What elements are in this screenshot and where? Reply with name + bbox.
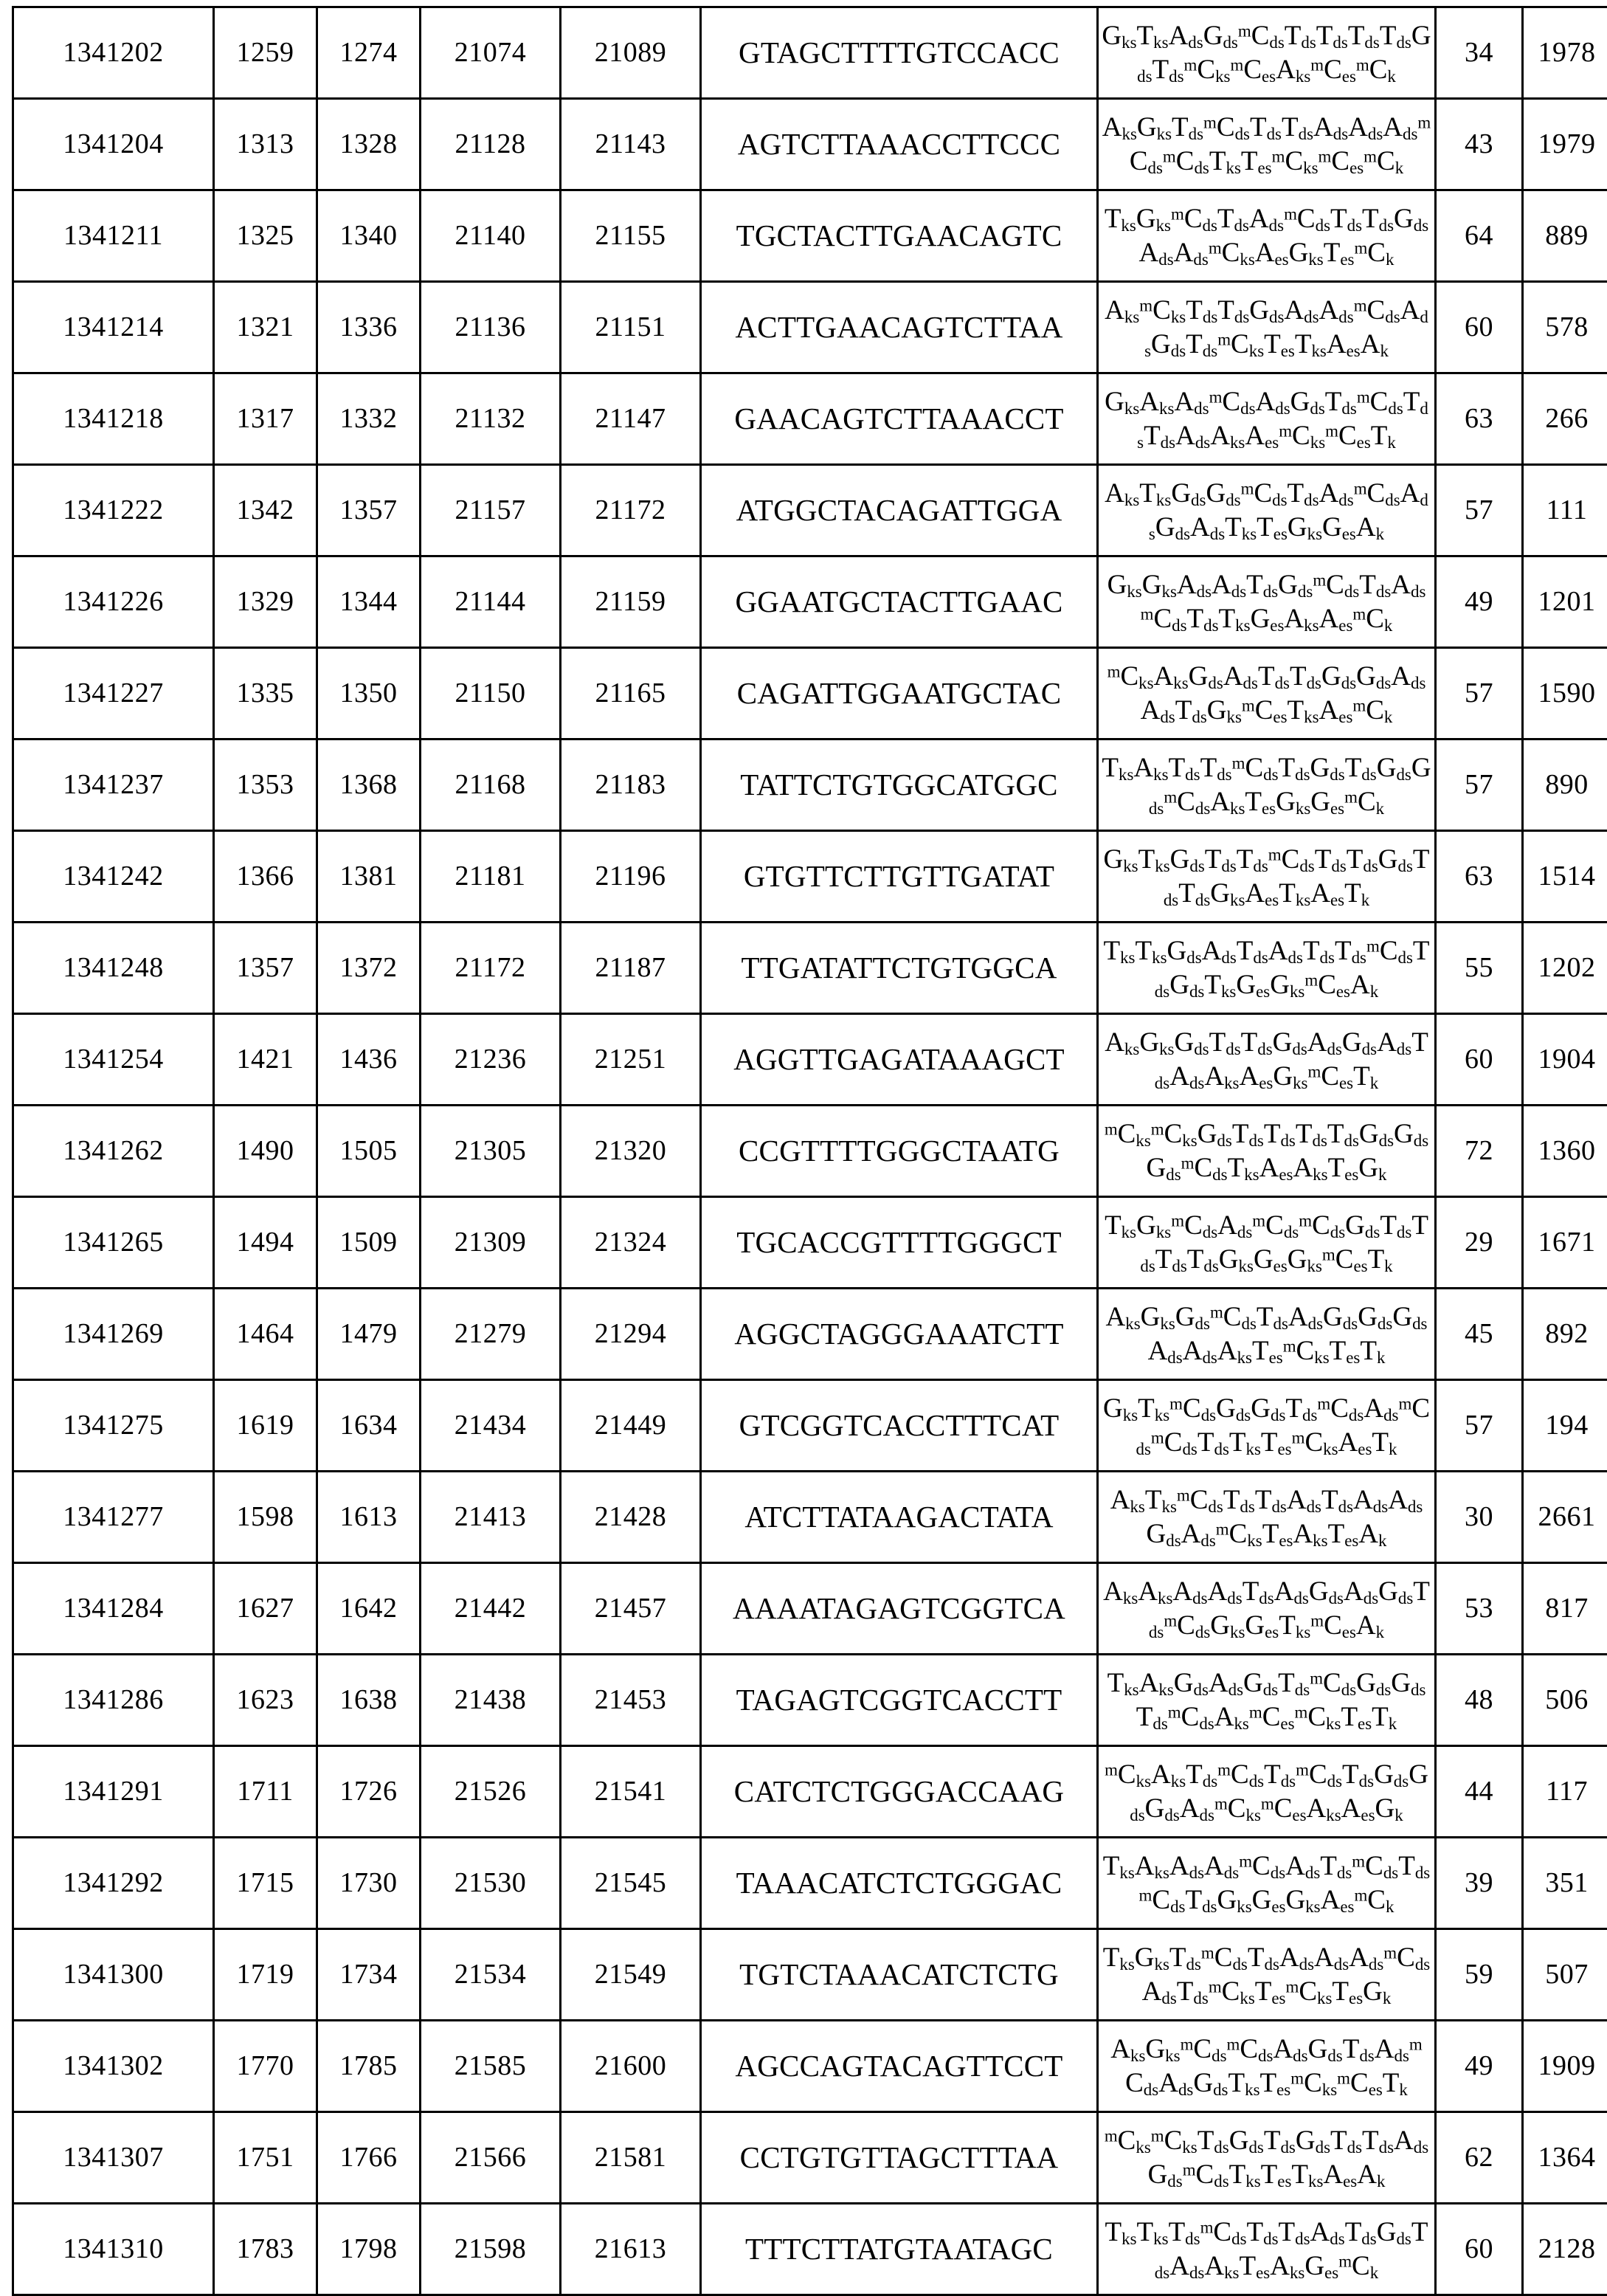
modified-oligo-chemistry: $T_{ks}A_{ks}G_{ds}A_{ds}G_{ds}T_{ds}^mC_{ds}G_{ds}G_{ds}T_{ds}^mC_{ds}A_{ks}^mC_{es}^mC_{ks}T_{es}T_k$ xyxy=(1098,1655,1436,1746)
table-row xyxy=(13,1929,1607,2021)
genomic-end-position: 21172 xyxy=(561,465,701,556)
genomic-start-position: 21157 xyxy=(421,465,561,556)
genomic-start-position: 21434 xyxy=(421,1380,561,1472)
target-sequence: AGCCAGTACAGTTCCT xyxy=(701,2021,1098,2112)
modified-oligo-chemistry: $G_{ks}A_{ks}A_{ds}^mC_{ds}A_{ds}G_{ds}T_{ds}^mC_{ds}T_{ds}T_{ds}A_{ds}A_{ks}A_{es}^mC_{ks}^mC_{es}T_k$ xyxy=(1098,373,1436,465)
start-position: 1366 xyxy=(214,831,317,923)
seq-id-number: 1360 xyxy=(1523,1106,1607,1197)
target-sequence: CAGATTGGAATGCTAC xyxy=(701,648,1098,740)
table-body xyxy=(13,7,1607,2295)
seq-id-number: 1364 xyxy=(1523,2112,1607,2204)
percent-value: 34 xyxy=(1436,7,1523,99)
percent-value: 53 xyxy=(1436,1563,1523,1655)
table-row xyxy=(13,740,1607,831)
genomic-end-position: 21541 xyxy=(561,1746,701,1838)
start-position: 1353 xyxy=(214,740,317,831)
genomic-end-position: 21549 xyxy=(561,1929,701,2021)
end-position: 1340 xyxy=(317,190,421,282)
genomic-end-position: 21545 xyxy=(561,1838,701,1929)
table-row xyxy=(13,7,1607,99)
table-row xyxy=(13,831,1607,923)
compound-id: 1341291 xyxy=(13,1746,214,1838)
table-row xyxy=(13,1106,1607,1197)
genomic-start-position: 21150 xyxy=(421,648,561,740)
genomic-start-position: 21438 xyxy=(421,1655,561,1746)
genomic-start-position: 21309 xyxy=(421,1197,561,1289)
start-position: 1325 xyxy=(214,190,317,282)
percent-value: 48 xyxy=(1436,1655,1523,1746)
modified-oligo-chemistry: $T_{ks}A_{ks}T_{ds}T_{ds}^mC_{ds}T_{ds}G_{ds}T_{ds}G_{ds}G_{ds}^mC_{ds}A_{ks}T_{es}G_{ks}G_{es}^mC_k$ xyxy=(1098,740,1436,831)
end-position: 1368 xyxy=(317,740,421,831)
target-sequence: AGGTTGAGATAAAGCT xyxy=(701,1014,1098,1106)
genomic-start-position: 21172 xyxy=(421,923,561,1014)
modified-oligo-chemistry: $^mC_{ks}^mC_{ks}T_{ds}G_{ds}T_{ds}G_{ds}T_{ds}T_{ds}A_{ds}G_{ds}^mC_{ds}T_{ks}T_{es}T_{ks}A_{es}A_k$ xyxy=(1098,2112,1436,2204)
genomic-end-position: 21457 xyxy=(561,1563,701,1655)
table-row xyxy=(13,2021,1607,2112)
genomic-end-position: 21143 xyxy=(561,99,701,190)
seq-id-number: 351 xyxy=(1523,1838,1607,1929)
compound-id: 1341222 xyxy=(13,465,214,556)
genomic-end-position: 21600 xyxy=(561,2021,701,2112)
compound-id: 1341300 xyxy=(13,1929,214,2021)
compound-id: 1341310 xyxy=(13,2204,214,2295)
genomic-end-position: 21147 xyxy=(561,373,701,465)
end-position: 1328 xyxy=(317,99,421,190)
table-row xyxy=(13,465,1607,556)
table-row xyxy=(13,1197,1607,1289)
genomic-end-position: 21183 xyxy=(561,740,701,831)
genomic-start-position: 21074 xyxy=(421,7,561,99)
compound-id: 1341275 xyxy=(13,1380,214,1472)
seq-id-number: 578 xyxy=(1523,282,1607,373)
genomic-end-position: 21449 xyxy=(561,1380,701,1472)
genomic-start-position: 21279 xyxy=(421,1289,561,1380)
end-position: 1436 xyxy=(317,1014,421,1106)
percent-value: 39 xyxy=(1436,1838,1523,1929)
table-row xyxy=(13,2112,1607,2204)
compound-id: 1341214 xyxy=(13,282,214,373)
seq-id-number: 1671 xyxy=(1523,1197,1607,1289)
start-position: 1619 xyxy=(214,1380,317,1472)
seq-id-number: 1979 xyxy=(1523,99,1607,190)
end-position: 1479 xyxy=(317,1289,421,1380)
compound-id: 1341286 xyxy=(13,1655,214,1746)
compound-id: 1341254 xyxy=(13,1014,214,1106)
start-position: 1464 xyxy=(214,1289,317,1380)
target-sequence: GTGTTCTTGTTGATAT xyxy=(701,831,1098,923)
modified-oligo-chemistry: $A_{ks}G_{ks}^mC_{ds}^mC_{ds}A_{ds}G_{ds}T_{ds}A_{ds}^mC_{ds}A_{ds}G_{ds}T_{ks}T_{es}^mC_{ks}^mC_{es}T_k$ xyxy=(1098,2021,1436,2112)
genomic-end-position: 21196 xyxy=(561,831,701,923)
genomic-end-position: 21613 xyxy=(561,2204,701,2295)
target-sequence: AAAATAGAGTCGGTCA xyxy=(701,1563,1098,1655)
genomic-start-position: 21585 xyxy=(421,2021,561,2112)
table-row xyxy=(13,1014,1607,1106)
end-position: 1634 xyxy=(317,1380,421,1472)
genomic-end-position: 21151 xyxy=(561,282,701,373)
modified-oligo-chemistry: $A_{ks}G_{ks}G_{ds}T_{ds}T_{ds}G_{ds}A_{ds}G_{ds}A_{ds}T_{ds}A_{ds}A_{ks}A_{es}G_{ks}^mC_{es}T_k$ xyxy=(1098,1014,1436,1106)
target-sequence: TTGATATTCTGTGGCA xyxy=(701,923,1098,1014)
start-position: 1259 xyxy=(214,7,317,99)
target-sequence: AGTCTTAAACCTTCCC xyxy=(701,99,1098,190)
target-sequence: CATCTCTGGGACCAAG xyxy=(701,1746,1098,1838)
compound-id: 1341248 xyxy=(13,923,214,1014)
seq-id-number: 111 xyxy=(1523,465,1607,556)
table-row xyxy=(13,556,1607,648)
end-position: 1509 xyxy=(317,1197,421,1289)
start-position: 1494 xyxy=(214,1197,317,1289)
seq-id-number: 1514 xyxy=(1523,831,1607,923)
genomic-start-position: 21442 xyxy=(421,1563,561,1655)
compound-id: 1341202 xyxy=(13,7,214,99)
end-position: 1730 xyxy=(317,1838,421,1929)
percent-value: 60 xyxy=(1436,1014,1523,1106)
genomic-start-position: 21598 xyxy=(421,2204,561,2295)
seq-id-number: 2128 xyxy=(1523,2204,1607,2295)
start-position: 1421 xyxy=(214,1014,317,1106)
modified-oligo-chemistry: $^mC_{ks}A_{ks}T_{ds}^mC_{ds}T_{ds}^mC_{ds}T_{ds}G_{ds}G_{ds}G_{ds}A_{ds}^mC_{ks}^mC_{es}A_{ks}A_{es}G_k$ xyxy=(1098,1746,1436,1838)
modified-oligo-chemistry: $G_{ks}G_{ks}A_{ds}A_{ds}T_{ds}G_{ds}^mC_{ds}T_{ds}A_{ds}^mC_{ds}T_{ds}T_{ks}G_{es}A_{ks}A_{es}^mC_k$ xyxy=(1098,556,1436,648)
percent-value: 44 xyxy=(1436,1746,1523,1838)
start-position: 1490 xyxy=(214,1106,317,1197)
start-position: 1342 xyxy=(214,465,317,556)
modified-oligo-chemistry: $^mC_{ks}^mC_{ks}G_{ds}T_{ds}T_{ds}T_{ds}T_{ds}G_{ds}G_{ds}G_{ds}^mC_{ds}T_{ks}A_{es}A_{ks}T_{es}G_k$ xyxy=(1098,1106,1436,1197)
seq-id-number: 889 xyxy=(1523,190,1607,282)
genomic-start-position: 21526 xyxy=(421,1746,561,1838)
modified-oligo-chemistry: $T_{ks}G_{ks}^mC_{ds}A_{ds}^mC_{ds}^mC_{ds}G_{ds}T_{ds}T_{ds}T_{ds}T_{ds}G_{ks}G_{es}G_{ks}^mC_{es}T_k$ xyxy=(1098,1197,1436,1289)
genomic-end-position: 21187 xyxy=(561,923,701,1014)
end-position: 1798 xyxy=(317,2204,421,2295)
percent-value: 60 xyxy=(1436,282,1523,373)
compound-id: 1341227 xyxy=(13,648,214,740)
genomic-end-position: 21428 xyxy=(561,1472,701,1563)
genomic-end-position: 21155 xyxy=(561,190,701,282)
genomic-start-position: 21236 xyxy=(421,1014,561,1106)
compound-id: 1341302 xyxy=(13,2021,214,2112)
seq-id-number: 194 xyxy=(1523,1380,1607,1472)
genomic-start-position: 21132 xyxy=(421,373,561,465)
table-row xyxy=(13,99,1607,190)
modified-oligo-chemistry: $A_{ks}A_{ks}A_{ds}A_{ds}T_{ds}A_{ds}G_{ds}A_{ds}G_{ds}T_{ds}^mC_{ds}G_{ks}G_{es}T_{ks}^mC_{es}A_k$ xyxy=(1098,1563,1436,1655)
percent-value: 57 xyxy=(1436,1380,1523,1472)
end-position: 1642 xyxy=(317,1563,421,1655)
target-sequence: GGAATGCTACTTGAAC xyxy=(701,556,1098,648)
genomic-end-position: 21453 xyxy=(561,1655,701,1746)
start-position: 1313 xyxy=(214,99,317,190)
start-position: 1627 xyxy=(214,1563,317,1655)
modified-oligo-chemistry: $T_{ks}G_{ks}^mC_{ds}T_{ds}A_{ds}^mC_{ds}T_{ds}T_{ds}G_{ds}A_{ds}A_{ds}^mC_{ks}A_{es}G_{ks}T_{es}^mC_k$ xyxy=(1098,190,1436,282)
compound-id: 1341269 xyxy=(13,1289,214,1380)
seq-id-number: 2661 xyxy=(1523,1472,1607,1563)
end-position: 1357 xyxy=(317,465,421,556)
genomic-start-position: 21530 xyxy=(421,1838,561,1929)
genomic-end-position: 21089 xyxy=(561,7,701,99)
end-position: 1613 xyxy=(317,1472,421,1563)
modified-oligo-chemistry: $G_{ks}T_{ks}A_{ds}G_{ds}^mC_{ds}T_{ds}T_{ds}T_{ds}T_{ds}G_{ds}T_{ds}^mC_{ks}^mC_{es}A_{ks}^mC_{es}^mC_k$ xyxy=(1098,7,1436,99)
target-sequence: AGGCTAGGGAAATCTT xyxy=(701,1289,1098,1380)
start-position: 1751 xyxy=(214,2112,317,2204)
genomic-end-position: 21320 xyxy=(561,1106,701,1197)
seq-id-number: 1202 xyxy=(1523,923,1607,1014)
compound-id: 1341262 xyxy=(13,1106,214,1197)
percent-value: 55 xyxy=(1436,923,1523,1014)
genomic-end-position: 21159 xyxy=(561,556,701,648)
seq-id-number: 1590 xyxy=(1523,648,1607,740)
target-sequence: CCGTTTTGGGCTAATG xyxy=(701,1106,1098,1197)
modified-oligo-chemistry: $T_{ks}G_{ks}T_{ds}^mC_{ds}T_{ds}A_{ds}A_{ds}A_{ds}^mC_{ds}A_{ds}T_{ds}^mC_{ks}T_{es}^mC_{ks}T_{es}G_k$ xyxy=(1098,1929,1436,2021)
target-sequence: GTCGGTCACCTTTCAT xyxy=(701,1380,1098,1472)
modified-oligo-chemistry: $T_{ks}A_{ks}A_{ds}A_{ds}^mC_{ds}A_{ds}T_{ds}^mC_{ds}T_{ds}^mC_{ds}T_{ds}G_{ks}G_{es}G_{ks}A_{es}^mC_k$ xyxy=(1098,1838,1436,1929)
end-position: 1344 xyxy=(317,556,421,648)
modified-oligo-chemistry: $^mC_{ks}A_{ks}G_{ds}A_{ds}T_{ds}T_{ds}G_{ds}G_{ds}A_{ds}A_{ds}T_{ds}G_{ks}^mC_{es}T_{ks}A_{es}^mC_k$ xyxy=(1098,648,1436,740)
seq-id-number: 117 xyxy=(1523,1746,1607,1838)
compound-id: 1341237 xyxy=(13,740,214,831)
modified-oligo-chemistry: $A_{ks}^mC_{ks}T_{ds}T_{ds}G_{ds}A_{ds}A_{ds}^mC_{ds}A_{ds}G_{ds}T_{ds}^mC_{ks}T_{es}T_{ks}A_{es}A_k$ xyxy=(1098,282,1436,373)
percent-value: 57 xyxy=(1436,465,1523,556)
genomic-start-position: 21413 xyxy=(421,1472,561,1563)
percent-value: 57 xyxy=(1436,648,1523,740)
genomic-start-position: 21140 xyxy=(421,190,561,282)
genomic-end-position: 21294 xyxy=(561,1289,701,1380)
table-row xyxy=(13,1472,1607,1563)
start-position: 1623 xyxy=(214,1655,317,1746)
seq-id-number: 507 xyxy=(1523,1929,1607,2021)
compound-id: 1341265 xyxy=(13,1197,214,1289)
compound-id: 1341226 xyxy=(13,556,214,648)
genomic-start-position: 21566 xyxy=(421,2112,561,2204)
compound-id: 1341284 xyxy=(13,1563,214,1655)
table-row xyxy=(13,648,1607,740)
percent-value: 72 xyxy=(1436,1106,1523,1197)
compound-id: 1341242 xyxy=(13,831,214,923)
table-row xyxy=(13,190,1607,282)
seq-id-number: 1909 xyxy=(1523,2021,1607,2112)
start-position: 1335 xyxy=(214,648,317,740)
genomic-end-position: 21165 xyxy=(561,648,701,740)
start-position: 1329 xyxy=(214,556,317,648)
percent-value: 30 xyxy=(1436,1472,1523,1563)
start-position: 1770 xyxy=(214,2021,317,2112)
percent-value: 49 xyxy=(1436,556,1523,648)
modified-oligo-chemistry: $T_{ks}T_{ks}T_{ds}^mC_{ds}T_{ds}T_{ds}A_{ds}T_{ds}G_{ds}T_{ds}A_{ds}A_{ks}T_{es}A_{ks}G_{es}^mC_k$ xyxy=(1098,2204,1436,2295)
genomic-start-position: 21136 xyxy=(421,282,561,373)
end-position: 1726 xyxy=(317,1746,421,1838)
target-sequence: ATGGCTACAGATTGGA xyxy=(701,465,1098,556)
end-position: 1766 xyxy=(317,2112,421,2204)
start-position: 1711 xyxy=(214,1746,317,1838)
compound-id: 1341218 xyxy=(13,373,214,465)
start-position: 1719 xyxy=(214,1929,317,2021)
genomic-start-position: 21168 xyxy=(421,740,561,831)
genomic-start-position: 21144 xyxy=(421,556,561,648)
table-row xyxy=(13,1746,1607,1838)
modified-oligo-chemistry: $A_{ks}G_{ks}G_{ds}^mC_{ds}T_{ds}A_{ds}G_{ds}G_{ds}G_{ds}A_{ds}A_{ds}A_{ks}T_{es}^mC_{ks}T_{es}T_k$ xyxy=(1098,1289,1436,1380)
start-position: 1598 xyxy=(214,1472,317,1563)
modified-oligo-chemistry: $G_{ks}T_{ks}G_{ds}T_{ds}T_{ds}^mC_{ds}T_{ds}T_{ds}G_{ds}T_{ds}T_{ds}G_{ks}A_{es}T_{ks}A_{es}T_k$ xyxy=(1098,831,1436,923)
target-sequence: TTTCTTATGTAATAGC xyxy=(701,2204,1098,2295)
end-position: 1638 xyxy=(317,1655,421,1746)
end-position: 1274 xyxy=(317,7,421,99)
start-position: 1317 xyxy=(214,373,317,465)
percent-value: 43 xyxy=(1436,99,1523,190)
percent-value: 62 xyxy=(1436,2112,1523,2204)
percent-value: 45 xyxy=(1436,1289,1523,1380)
seq-id-number: 890 xyxy=(1523,740,1607,831)
target-sequence: CCTGTGTTAGCTTTAA xyxy=(701,2112,1098,2204)
target-sequence: TGCTACTTGAACAGTC xyxy=(701,190,1098,282)
start-position: 1357 xyxy=(214,923,317,1014)
modified-oligo-chemistry: $A_{ks}G_{ks}T_{ds}^mC_{ds}T_{ds}T_{ds}A_{ds}A_{ds}A_{ds}^mC_{ds}^mC_{ds}T_{ks}T_{es}^mC_{ks}^mC_{es}^mC_k$ xyxy=(1098,99,1436,190)
percent-value: 29 xyxy=(1436,1197,1523,1289)
percent-value: 60 xyxy=(1436,2204,1523,2295)
modified-oligo-chemistry: $A_{ks}T_{ks}G_{ds}G_{ds}^mC_{ds}T_{ds}A_{ds}^mC_{ds}A_{ds}G_{ds}A_{ds}T_{ks}T_{es}G_{ks}G_{es}A_k$ xyxy=(1098,465,1436,556)
genomic-start-position: 21181 xyxy=(421,831,561,923)
oligonucleotide-table xyxy=(12,6,1607,2296)
target-sequence: ACTTGAACAGTCTTAA xyxy=(701,282,1098,373)
percent-value: 57 xyxy=(1436,740,1523,831)
genomic-end-position: 21251 xyxy=(561,1014,701,1106)
compound-id: 1341307 xyxy=(13,2112,214,2204)
seq-id-number: 817 xyxy=(1523,1563,1607,1655)
seq-id-number: 892 xyxy=(1523,1289,1607,1380)
modified-oligo-chemistry: $A_{ks}T_{ks}^mC_{ds}T_{ds}T_{ds}A_{ds}T_{ds}A_{ds}A_{ds}G_{ds}A_{ds}^mC_{ks}T_{es}A_{ks}T_{es}A_k$ xyxy=(1098,1472,1436,1563)
compound-id: 1341292 xyxy=(13,1838,214,1929)
target-sequence: TAGAGTCGGTCACCTT xyxy=(701,1655,1098,1746)
seq-id-number: 1904 xyxy=(1523,1014,1607,1106)
percent-value: 63 xyxy=(1436,373,1523,465)
table-row xyxy=(13,1380,1607,1472)
compound-id: 1341277 xyxy=(13,1472,214,1563)
end-position: 1734 xyxy=(317,1929,421,2021)
start-position: 1783 xyxy=(214,2204,317,2295)
seq-id-number: 1978 xyxy=(1523,7,1607,99)
compound-id: 1341211 xyxy=(13,190,214,282)
seq-id-number: 1201 xyxy=(1523,556,1607,648)
start-position: 1321 xyxy=(214,282,317,373)
genomic-start-position: 21305 xyxy=(421,1106,561,1197)
end-position: 1336 xyxy=(317,282,421,373)
table-row xyxy=(13,1838,1607,1929)
percent-value: 64 xyxy=(1436,190,1523,282)
end-position: 1372 xyxy=(317,923,421,1014)
table-row xyxy=(13,373,1607,465)
percent-value: 63 xyxy=(1436,831,1523,923)
compound-id: 1341204 xyxy=(13,99,214,190)
table-row xyxy=(13,1563,1607,1655)
seq-id-number: 506 xyxy=(1523,1655,1607,1746)
target-sequence: TGCACCGTTTTGGGCT xyxy=(701,1197,1098,1289)
table-row xyxy=(13,923,1607,1014)
end-position: 1332 xyxy=(317,373,421,465)
table-row xyxy=(13,1655,1607,1746)
table-row xyxy=(13,1289,1607,1380)
end-position: 1785 xyxy=(317,2021,421,2112)
target-sequence: TAAACATCTCTGGGAC xyxy=(701,1838,1098,1929)
genomic-end-position: 21581 xyxy=(561,2112,701,2204)
genomic-start-position: 21534 xyxy=(421,1929,561,2021)
target-sequence: GAACAGTCTTAAACCT xyxy=(701,373,1098,465)
end-position: 1381 xyxy=(317,831,421,923)
modified-oligo-chemistry: $G_{ks}T_{ks}^mC_{ds}G_{ds}G_{ds}T_{ds}^mC_{ds}A_{ds}^mC_{ds}^mC_{ds}T_{ds}T_{ks}T_{es}^mC_{ks}A_{es}T_k$ xyxy=(1098,1380,1436,1472)
modified-oligo-chemistry: $T_{ks}T_{ks}G_{ds}A_{ds}T_{ds}A_{ds}T_{ds}T_{ds}^mC_{ds}T_{ds}G_{ds}T_{ks}G_{es}G_{ks}^mC_{es}A_k$ xyxy=(1098,923,1436,1014)
target-sequence: TGTCTAAACATCTCTG xyxy=(701,1929,1098,2021)
table-row xyxy=(13,2204,1607,2295)
target-sequence: ATCTTATAAGACTATA xyxy=(701,1472,1098,1563)
target-sequence: GTAGCTTTTGTCCACC xyxy=(701,7,1098,99)
genomic-start-position: 21128 xyxy=(421,99,561,190)
percent-value: 59 xyxy=(1436,1929,1523,2021)
percent-value: 49 xyxy=(1436,2021,1523,2112)
end-position: 1505 xyxy=(317,1106,421,1197)
end-position: 1350 xyxy=(317,648,421,740)
seq-id-number: 266 xyxy=(1523,373,1607,465)
target-sequence: TATTCTGTGGCATGGC xyxy=(701,740,1098,831)
table-row xyxy=(13,282,1607,373)
genomic-end-position: 21324 xyxy=(561,1197,701,1289)
start-position: 1715 xyxy=(214,1838,317,1929)
